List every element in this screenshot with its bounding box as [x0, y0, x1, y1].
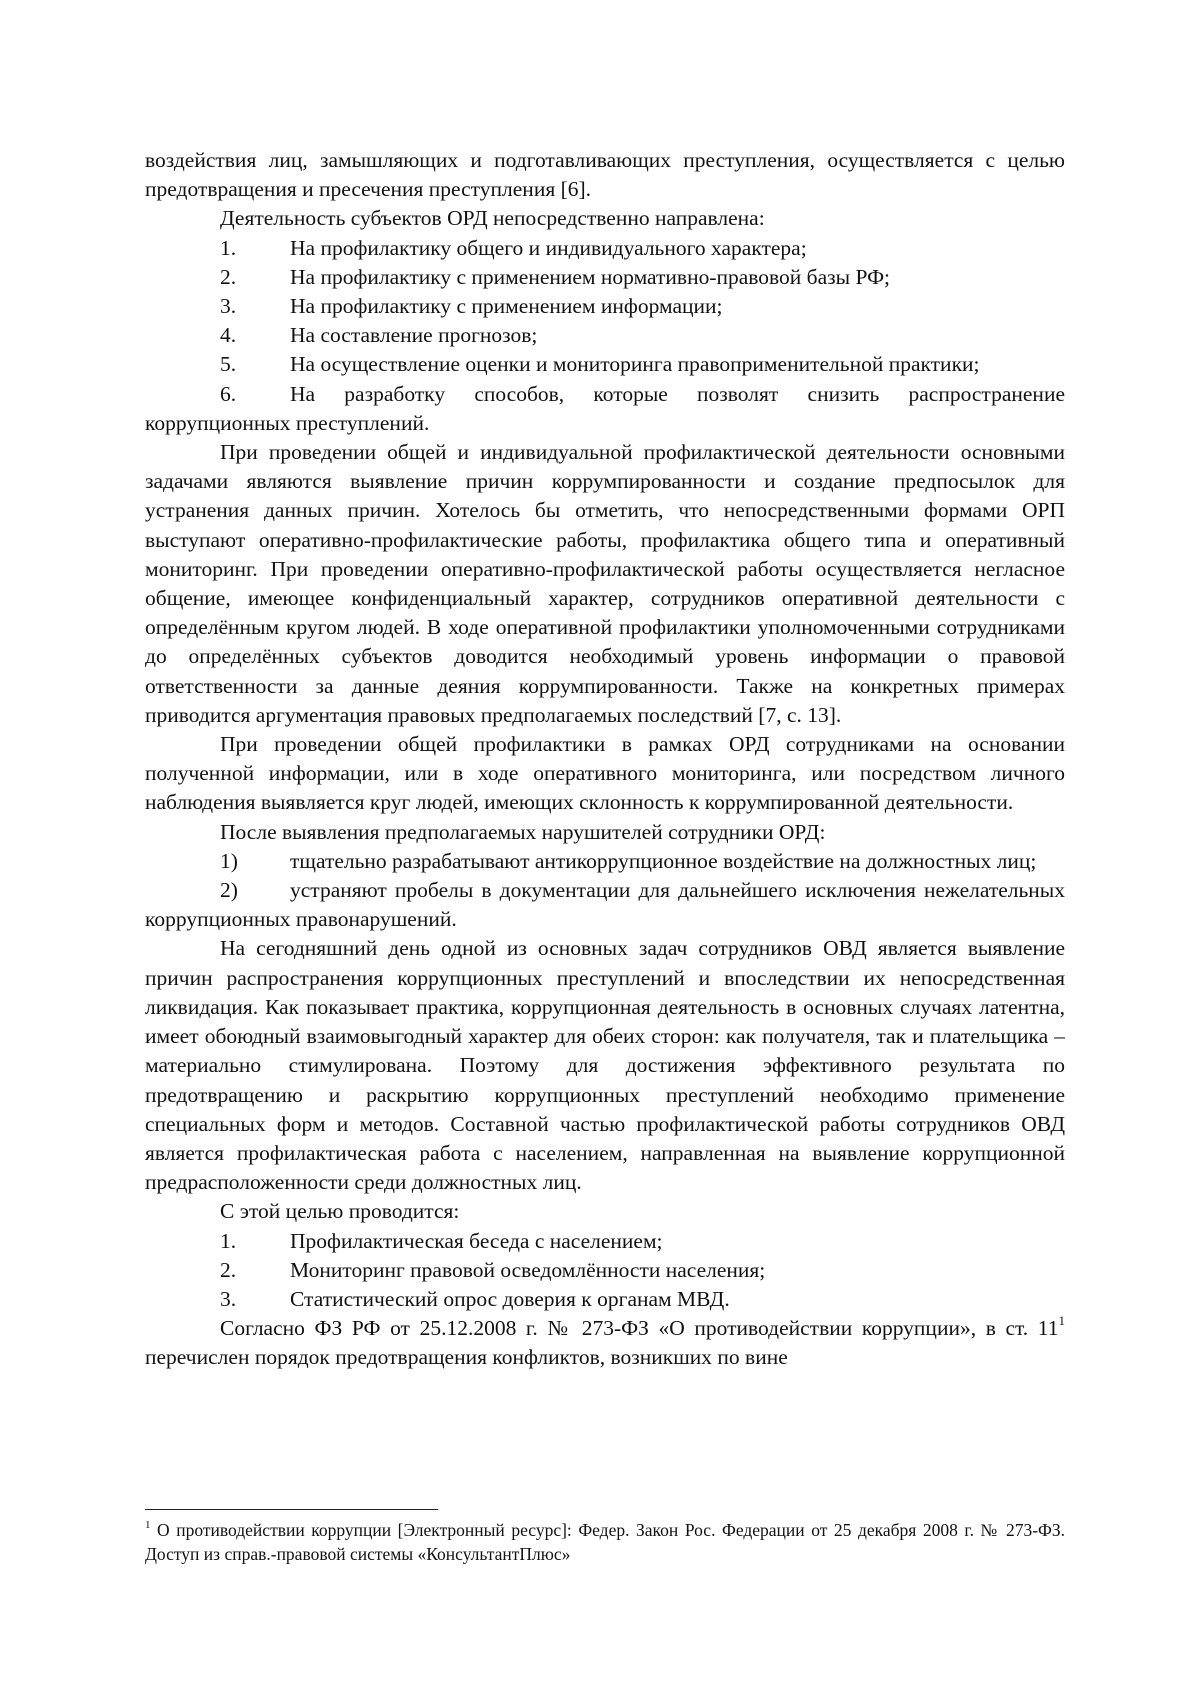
list-item-text: На профилактику с применением информации;: [290, 294, 723, 319]
list-item-text: На профилактику с применением нормативно-правовой базы РФ;: [290, 264, 891, 289]
paragraph: На сегодняшний день одной из основных задач сотрудников ОВД является выявление причин распространения коррупционных преступлений и впоследствии их непосредственная ликвидация. Как показывает практика, коррупционная деятельность в основных случаях латентна, имеет обоюдный взаимовыгодный характер для обеих сторон: как получателя, так и плательщика – материально стимулирована. Поэтому для достижения эффективного результата по предотвращению и раскрытию коррупционных преступлений необходимо применение специальных форм и методов. Составной частью профилактической работы сотрудников ОВД является профилактическая работа с населением, направленная на выявление коррупционной предрасположенности среди должностных лиц.: [145, 936, 1065, 1195]
list-number: 2.: [220, 264, 237, 289]
list-number: 3.: [220, 1286, 237, 1311]
list-item: [145, 263, 1065, 292]
list-item-text: На разработку способов, которые позволят снизить распространение коррупционных преступлений.: [145, 381, 1065, 435]
paragraph: воздействия лиц, замышляющих и подготавливающих преступления, осуществляется с целью предотвращения и пресечения преступления [6].: [145, 148, 1065, 202]
list-number: 1.: [220, 1228, 237, 1253]
list-item: [145, 350, 1065, 379]
footnote-text: О противодействии коррупции [Электронный ресурс]: Федер. Закон Рос. Федерации от 25 декабря 2008 г. № 273-ФЗ. Доступ из справ.-правовой системы «КонсультантПлюс»: [145, 1520, 1065, 1564]
list-item: [145, 292, 1065, 321]
list-item-text: Статистический опрос доверия к органам МВД.: [290, 1286, 730, 1311]
paragraph: При проведении общей профилактики в рамках ОРД сотрудниками на основании полученной информации, или в ходе оперативного мониторинга, или посредством личного наблюдения выявляется круг людей, имеющих склонность к коррумпированной деятельности.: [145, 732, 1065, 815]
list-item: [145, 1227, 1065, 1256]
list-item-text: Профилактическая беседа с населением;: [290, 1228, 663, 1253]
list-number: 4.: [220, 323, 237, 348]
list-item: [145, 380, 1065, 438]
footnote: [145, 1518, 1065, 1566]
list-number: 1): [220, 848, 238, 873]
list-item: [145, 876, 1065, 934]
footnote-separator: [145, 1509, 438, 1510]
list-number: 3.: [220, 294, 237, 319]
list-item-text: Мониторинг правовой осведомлённости населения;: [290, 1257, 766, 1282]
list-item-text: На составление прогнозов;: [290, 323, 538, 348]
list-item-text: На осуществление оценки и мониторинга правоприменительной практики;: [290, 352, 980, 377]
list-item: [145, 1256, 1065, 1285]
body-text: [145, 146, 1065, 1373]
list-item: [145, 847, 1065, 876]
list-item-text: На профилактику общего и индивидуального характера;: [290, 235, 807, 260]
paragraph: При проведении общей и индивидуальной профилактической деятельности основными задачами являются выявление причин коррумпированности и создание предпосылок для устранения данных причин. Хотелось бы отметить, что непосредственными формами ОРП выступают оперативно-профилактические работы, профилактика общего типа и оперативный мониторинг. При проведении оперативно-профилактической работы осуществляется негласное общение, имеющее конфиденциальный характер, сотрудников оперативной деятельности с определённым кругом людей. В ходе оперативной профилактики уполномоченными сотрудниками до определённых субъектов доводится необходимый уровень информации о правовой ответственности за данные деяния коррумпированности. Также на конкретных примерах приводится аргументация правовых предполагаемых последствий [7, с. 13].: [145, 440, 1065, 727]
paragraph-text: перечислен порядок предотвращения конфликтов, возникших по вине: [145, 1345, 788, 1370]
paragraph: Деятельность субъектов ОРД непосредственно направлена:: [220, 206, 765, 231]
list-item-text: устраняют пробелы в документации для дальнейшего исключения нежелательных коррупционных правонарушений.: [145, 878, 1065, 932]
paragraph-text: Согласно ФЗ РФ от 25.12.2008 г. № 273-ФЗ «О противодействии коррупции», в ст. 11: [220, 1316, 1059, 1341]
list-item: [145, 321, 1065, 350]
list-number: 2.: [220, 1257, 237, 1282]
footnote-reference[interactable]: 1: [1058, 1312, 1065, 1328]
list-number: 1.: [220, 235, 237, 260]
paragraph: [145, 1314, 1065, 1372]
paragraph: С этой целью проводится:: [220, 1199, 460, 1224]
list-item-text: тщательно разрабатывают антикоррупционное воздействие на должностных лиц;: [290, 848, 1037, 873]
footnote-marker: 1: [145, 1519, 151, 1532]
list-item: [145, 1285, 1065, 1314]
list-item: [145, 234, 1065, 263]
list-number: 2): [220, 878, 238, 903]
list-number: 5.: [220, 352, 237, 377]
list-number: 6.: [220, 381, 237, 406]
paragraph: После выявления предполагаемых нарушителей сотрудники ОРД:: [220, 819, 826, 844]
